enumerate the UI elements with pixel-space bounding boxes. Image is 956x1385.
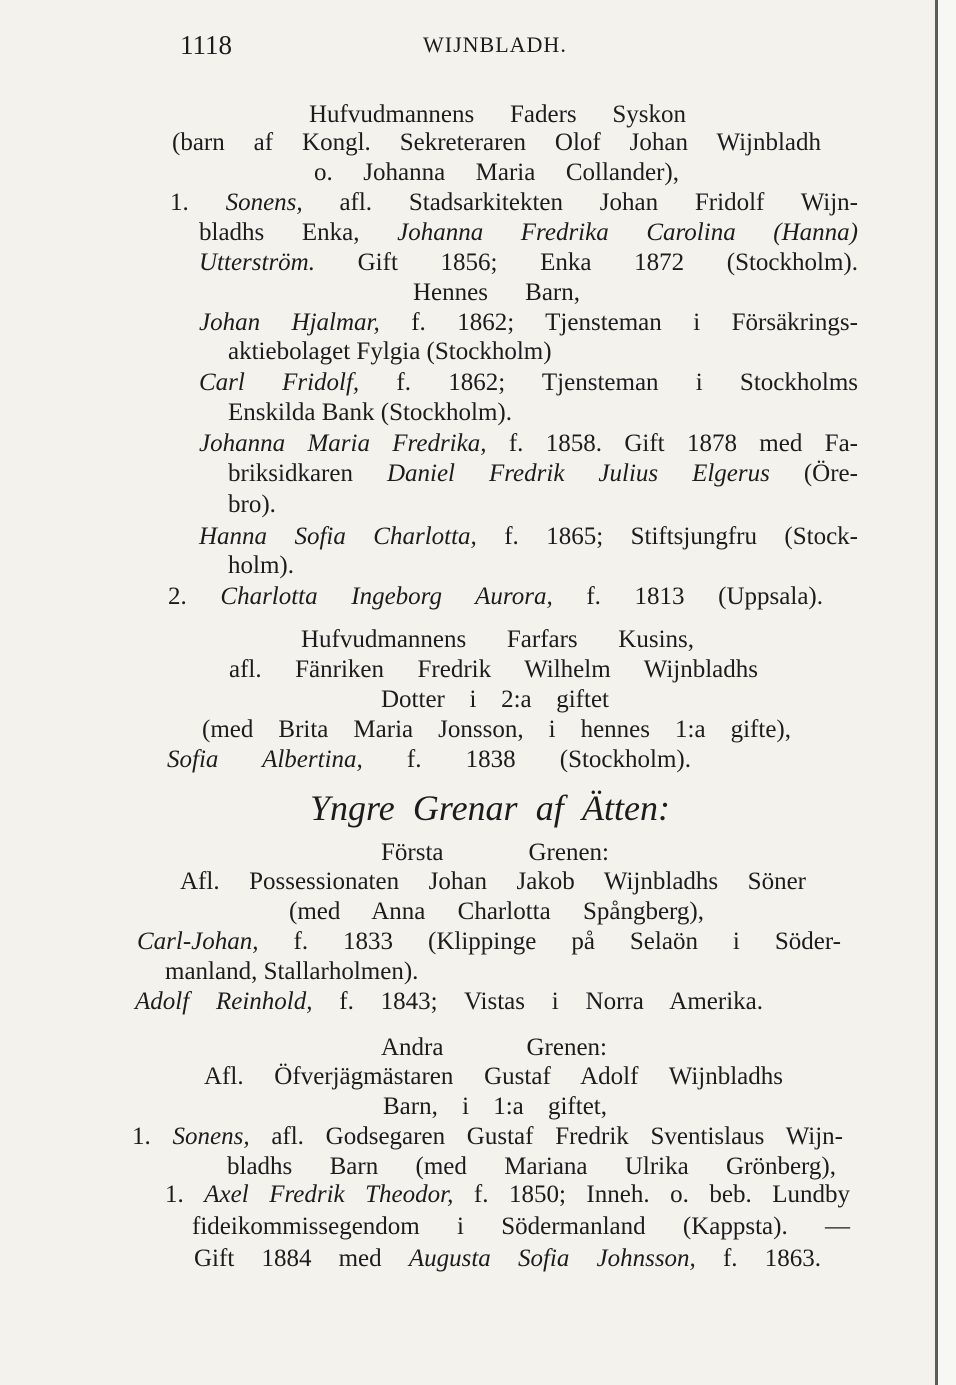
- text-segment: Första Grenen:: [381, 839, 609, 866]
- text-line: [289, 897, 704, 927]
- text-segment: afl. Godsegaren Gustaf Fredrik Sventislaus Wijn-: [249, 1123, 844, 1150]
- page-margin: [938, 0, 956, 1385]
- text-segment: Hennes Barn,: [413, 279, 580, 306]
- italic-name: Adolf Reinhold,: [135, 988, 313, 1015]
- text-line: [227, 1152, 836, 1182]
- text-segment: f. 1858. Gift 1878 med Fa-: [486, 430, 858, 457]
- text-line: [381, 838, 609, 868]
- text-segment: Hufvudmannens Faders Syskon: [309, 101, 686, 128]
- italic-name: Carl Fridolf,: [199, 369, 360, 396]
- running-title: WIJNBLADH.: [423, 32, 567, 57]
- text-segment: 1.: [132, 1123, 173, 1150]
- text-segment: (barn af Kongl. Sekreteraren Olof Johan Wijnbladh: [172, 129, 821, 156]
- text-segment: f. 1862; Tjensteman i Stockholms: [359, 369, 858, 396]
- text-line: [413, 278, 580, 308]
- text-line: [168, 582, 823, 612]
- text-segment: f. 1843; Vistas i Norra Amerika.: [312, 988, 763, 1015]
- text-line: [199, 429, 858, 459]
- text-line: [199, 522, 858, 552]
- text-line: [204, 1062, 783, 1092]
- text-line: [301, 625, 694, 655]
- text-line: [165, 1180, 850, 1210]
- text-segment: f. 1865; Stiftsjungfru (Stock-: [476, 523, 859, 550]
- italic-name: Sonens,: [172, 1123, 250, 1150]
- text-segment: afl. Stadsarkitekten Johan Fridolf Wijn-: [302, 189, 859, 216]
- text-line: [199, 248, 858, 278]
- text-line: [194, 1244, 821, 1274]
- text-segment: f. 1813 (Uppsala).: [552, 583, 823, 610]
- text-line: [381, 685, 609, 715]
- italic-name: Daniel Fredrik Julius Elgerus: [386, 460, 770, 487]
- text-line: [309, 100, 686, 130]
- text-line: [228, 337, 552, 367]
- text-line: [135, 987, 763, 1017]
- text-segment: fideikommissegendom i Södermanland (Kappsta). —: [192, 1213, 850, 1240]
- text-segment: bladhs Enka,: [199, 219, 398, 246]
- text-line: [170, 188, 858, 218]
- italic-name: Johanna Maria Fredrika,: [199, 430, 487, 457]
- text-segment: Gift 1884 med: [194, 1245, 409, 1272]
- text-segment: afl. Fänriken Fredrik Wilhelm Wijnbladhs: [229, 656, 758, 683]
- text-segment: Barn, i 1:a giftet,: [383, 1093, 607, 1120]
- text-line: [180, 867, 806, 897]
- text-segment: bladhs Barn (med Mariana Ulrika Grönberg),: [227, 1153, 836, 1180]
- text-segment: 2.: [168, 583, 221, 610]
- text-line: [228, 459, 858, 489]
- text-segment: Andra Grenen:: [381, 1034, 607, 1061]
- text-line: [132, 1122, 843, 1152]
- text-segment: 1.: [170, 189, 226, 216]
- text-line: [202, 715, 791, 745]
- text-segment: f. 1863.: [695, 1245, 821, 1272]
- text-segment: Enskilda Bank (Stockholm).: [228, 399, 512, 426]
- text-segment: manland, Stallarholmen).: [165, 958, 419, 985]
- text-segment: bro).: [228, 491, 276, 518]
- italic-name: Augusta Sofia Johnsson,: [408, 1245, 696, 1272]
- italic-name: Sofia Albertina,: [167, 746, 363, 773]
- text-segment: aktiebolaget Fylgia (Stockholm): [228, 338, 552, 365]
- text-segment: Afl. Possessionaten Johan Jakob Wijnbladhs Söner: [180, 868, 806, 895]
- italic-name: Carl-Johan,: [137, 928, 259, 955]
- text-line: [199, 308, 858, 338]
- text-segment: Afl. Öfverjägmästaren Gustaf Adolf Wijnbladhs: [204, 1063, 783, 1090]
- italic-name: Johanna Fredrika Carolina (Hanna): [397, 219, 859, 246]
- text-segment: holm).: [228, 552, 294, 579]
- page-number: 1118: [180, 30, 232, 60]
- text-line: [199, 368, 858, 398]
- italic-name: Hanna Sofia Charlotta,: [199, 523, 477, 550]
- text-segment: f. 1833 (Klippinge på Selaön i Söder-: [258, 928, 841, 955]
- text-segment: (med Brita Maria Jonsson, i hennes 1:a gifte),: [202, 716, 791, 743]
- text-segment: o. Johanna Maria Collander),: [314, 159, 679, 186]
- section-heading: [310, 788, 670, 828]
- italic-name: Charlotta Ingeborg Aurora,: [220, 583, 553, 610]
- text-line: [314, 158, 679, 188]
- text-segment: f. 1838 (Stockholm).: [362, 746, 691, 773]
- text-line: [229, 655, 758, 685]
- text-segment: f. 1862; Tjensteman i Försäkrings-: [379, 309, 858, 336]
- text-line: [381, 1033, 607, 1063]
- text-segment: Dotter i 2:a giftet: [381, 686, 609, 713]
- italic-name: Johan Hjalmar,: [199, 309, 380, 336]
- text-segment: 1.: [165, 1181, 205, 1208]
- text-line: [228, 490, 276, 520]
- text-line: [167, 745, 691, 775]
- text-line: [228, 398, 512, 428]
- text-line: [165, 957, 418, 987]
- text-line: [383, 1092, 607, 1122]
- text-line: [199, 218, 858, 248]
- page-edge-shadow: [935, 0, 938, 1385]
- text-segment: (Öre-: [769, 460, 858, 487]
- text-segment: Hufvudmannens Farfars Kusins,: [301, 626, 694, 653]
- text-line: [137, 927, 841, 957]
- text-segment: f. 1850; Inneh. o. beb. Lundby: [453, 1181, 851, 1208]
- text-line: [172, 128, 821, 158]
- text-line: [192, 1212, 850, 1242]
- text-segment: briksidkaren: [228, 460, 387, 487]
- text-segment: (med Anna Charlotta Spångberg),: [289, 898, 704, 925]
- text-segment: Gift 1856; Enka 1872 (Stockholm).: [314, 249, 858, 276]
- text-line: [228, 551, 294, 581]
- italic-name: Axel Fredrik Theodor,: [204, 1181, 454, 1208]
- italic-name: Sonens,: [225, 189, 303, 216]
- italic-name: Utterström.: [199, 249, 315, 276]
- italic-name: Yngre Grenar af Ätten:: [310, 788, 670, 828]
